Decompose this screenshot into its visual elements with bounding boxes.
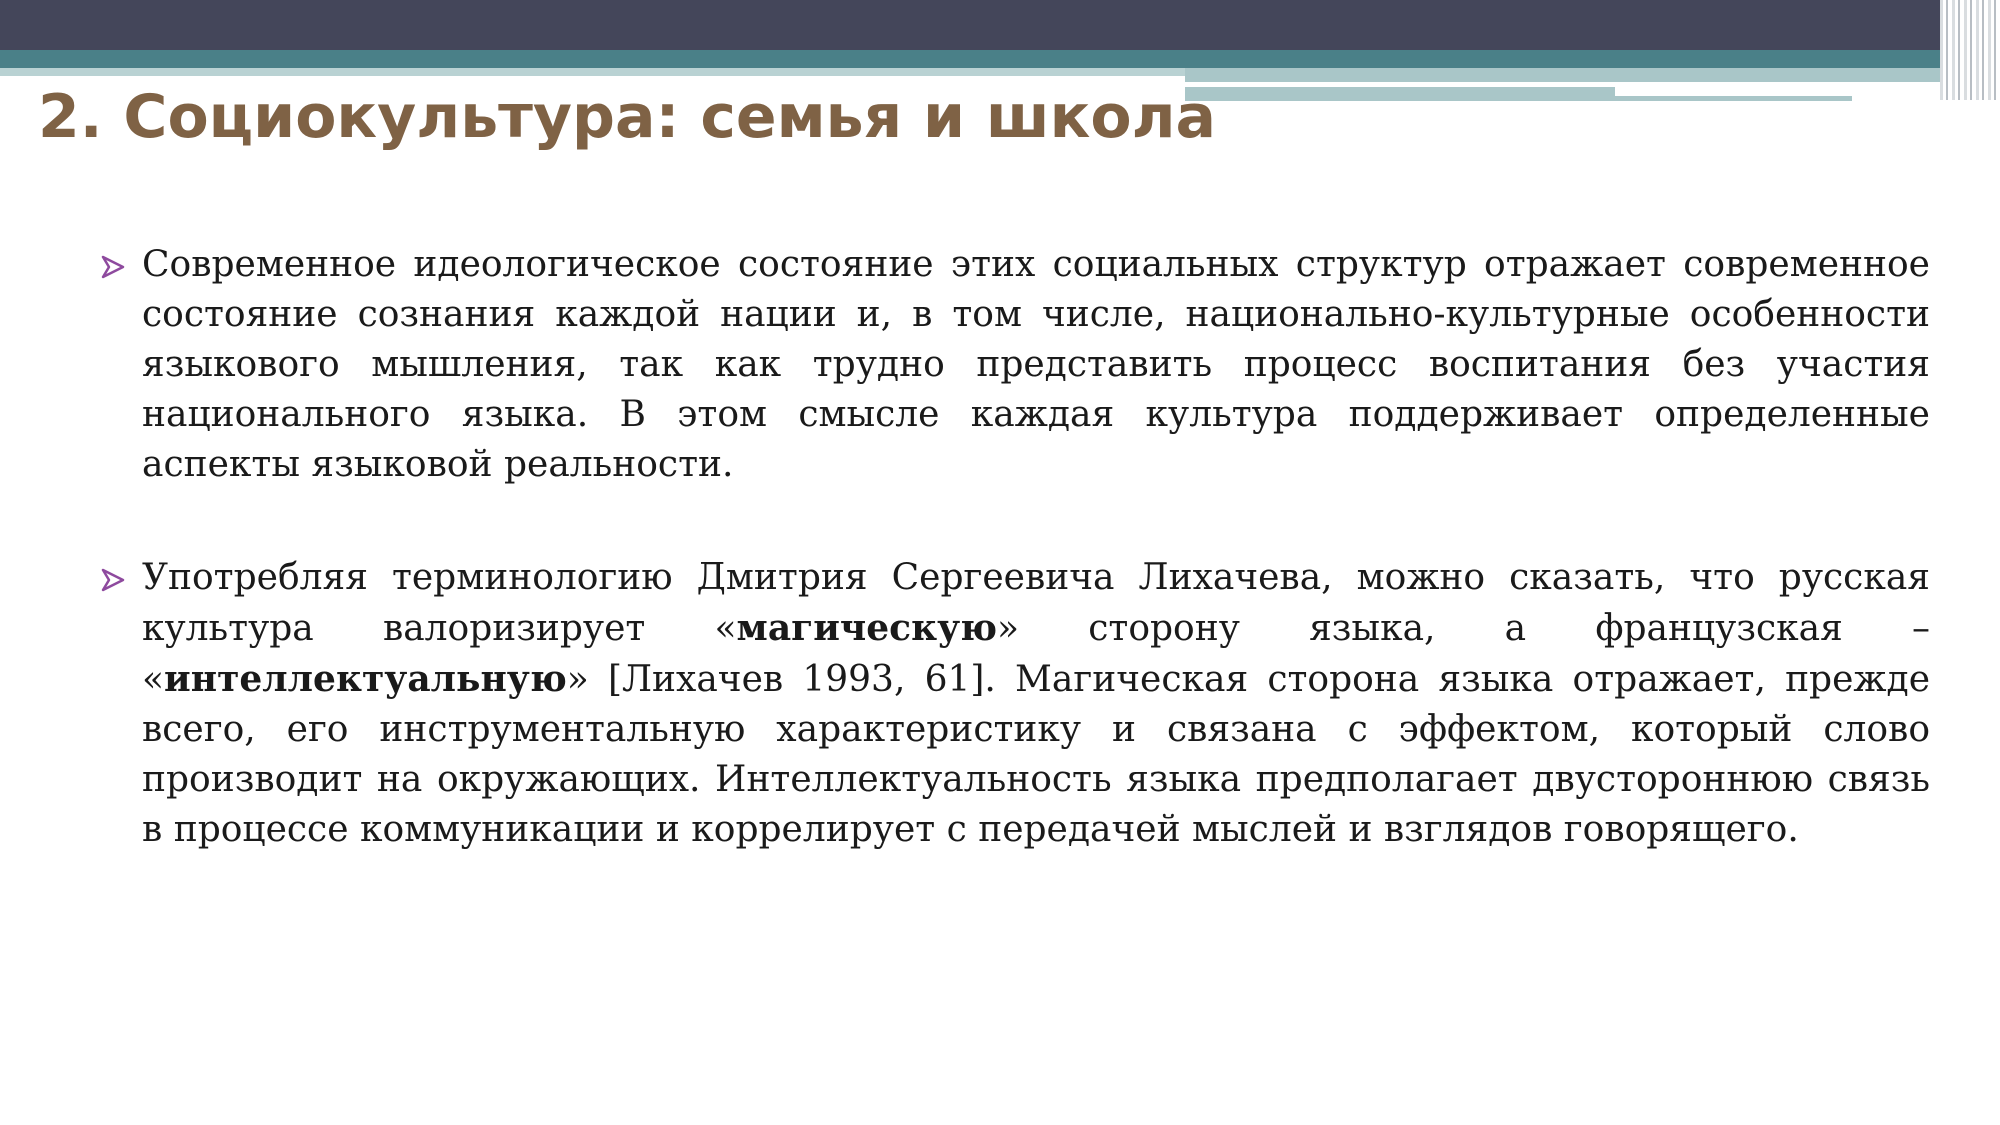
arrow-bullet-icon: [100, 567, 126, 593]
bullet-emphasis: магическую: [736, 607, 998, 649]
corner-stripes: [1940, 0, 2000, 100]
slide-content: [100, 240, 1930, 855]
bullet-emphasis: интеллектуальную: [164, 658, 567, 700]
bullet-text: Современное идеологическое состояние этих социальных структур отражает современное состояние сознания каждой нации и, в том числе, национально-культурные особенности языкового мышления, так как трудно представить процесс воспитания без участия национального языка. В этом смысле каждая культура поддерживает определенные аспекты языковой реальности.: [142, 244, 1930, 485]
header-line-light: [1185, 87, 1615, 101]
bullet-item: [100, 240, 1930, 490]
bullet-item: [100, 553, 1930, 855]
header-band-teal: [0, 50, 2000, 68]
arrow-bullet-icon: [100, 254, 126, 280]
bullet-text-part: » [Лихачев 1993, 61]. Магическая сторона языка отражает, прежде всего, его инструментальную характеристику и связана с эффектом, который слово производит на окружающих. Интеллектуальность языка предполагает двустороннюю связь в процессе коммуникации и коррелирует с передачей мыслей и взглядов говорящего.: [142, 659, 1930, 850]
header-band-dark: [0, 0, 2000, 50]
header-band-light-right: [1185, 68, 2000, 82]
header-line-light-thin: [1615, 96, 1852, 101]
bullet-text-part: Употребляя терминологию Дмитрия Сергеевича Лихачева, можно сказать, что русская культура валоризирует «: [142, 557, 1930, 649]
slide-title: 2. Социокультура: семья и школа: [38, 82, 1217, 152]
bullet-text-part: » сторону языка, а французская – «: [142, 608, 1930, 700]
